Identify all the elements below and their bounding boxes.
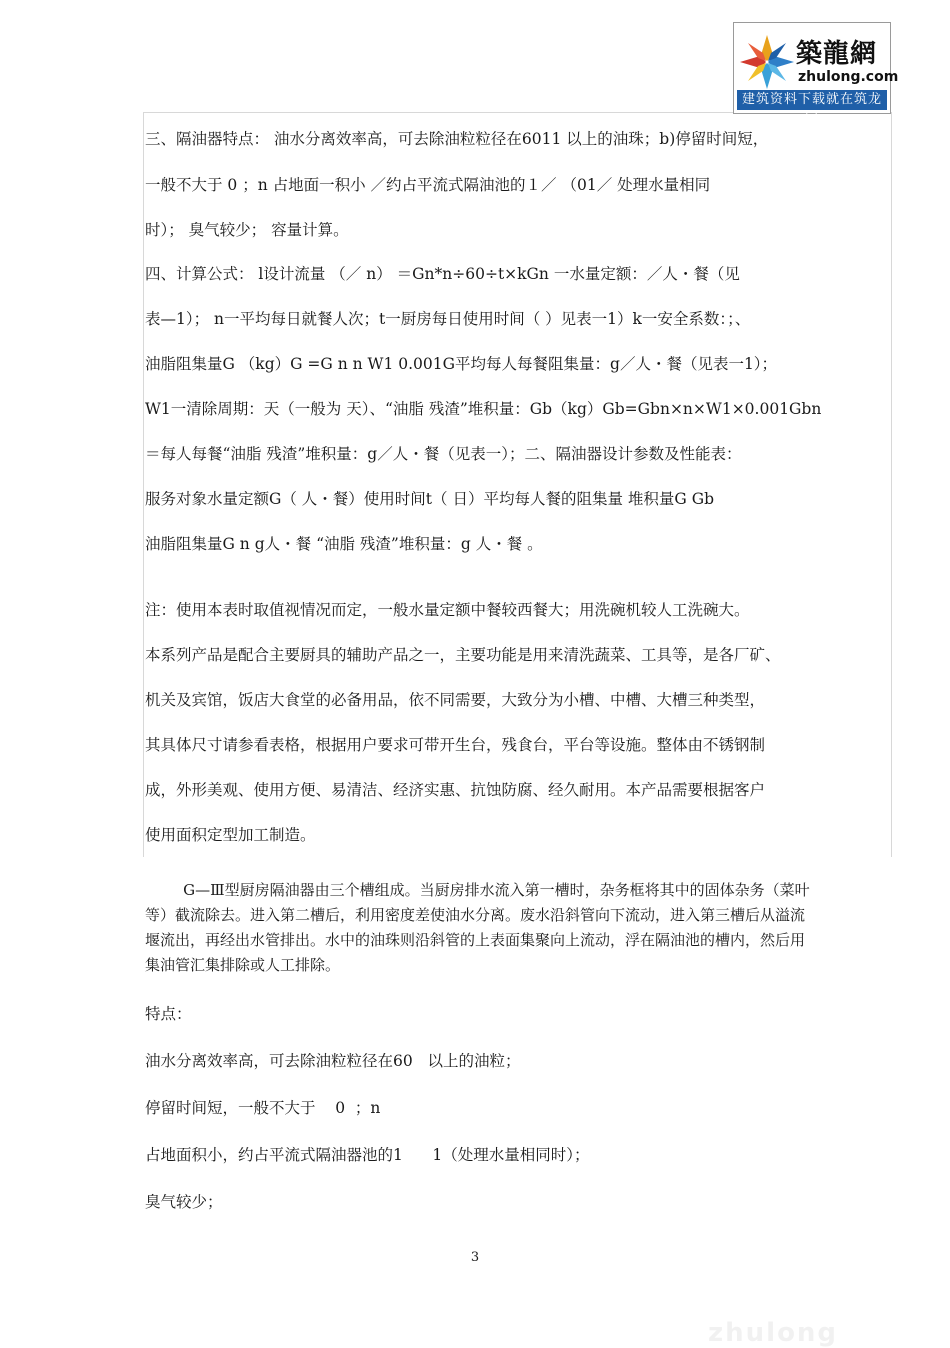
description-paragraph: G—Ⅲ型厨房隔油器由三个槽组成。当厨房排水流入第一槽时，杂务框将其中的固体杂务（菜叶等）截流除去。进入第二槽后，利用密度差使油水分离。废水沿斜管向下流动，进入第三槽后从溢流堰流出，再经出水管排出。水中的油珠则沿斜管的上表面集聚向上流动，浮在隔油池的槽内，然后用集油管汇集排除或人工排除。 bbox=[145, 881, 810, 974]
feature-item: 占地面积小，约占平流式隔油器池的1 1（处理水量相同时）； bbox=[145, 1146, 590, 1164]
frame-top-border bbox=[143, 112, 733, 113]
text-line: 使用面积定型加工制造。 bbox=[145, 826, 316, 844]
text-line: 表—1）； n一平均每日就餐人次；t一厨房每日使用时间（ ）见表一1）k一安全系数：；、 bbox=[145, 310, 751, 328]
frame-left-border bbox=[143, 112, 144, 857]
text-line: ＝每人每餐“油脂 残渣”堆积量：g／人・餐（见表一）；二、隔油器设计参数及性能表： bbox=[145, 445, 742, 463]
logo-domain: zhulong.com bbox=[798, 69, 899, 85]
feature-item: 臭气较少； bbox=[145, 1193, 223, 1211]
text-line: 其具体尺寸请参看表格，根据用户要求可带开生台，残食台，平台等设施。整体由不锈钢制 bbox=[145, 736, 766, 754]
feature-item: 油水分离效率高，可去除油粒粒径在60 以上的油粒； bbox=[145, 1052, 521, 1070]
zhulong-logo bbox=[733, 22, 899, 127]
text-line: 油脂阻集量G n g人・餐 “油脂 残渣”堆积量：g 人・餐 。 bbox=[145, 535, 543, 553]
text-line: 油脂阻集量G （kg）G =G n n W1 0.001G平均每人每餐阻集量：g／人・餐（见表一1）； bbox=[145, 355, 778, 373]
features-heading: 特点： bbox=[145, 1005, 192, 1023]
zhulong-flower-icon bbox=[738, 33, 796, 91]
logo-slogan: 建筑资料下载就在筑龙网 bbox=[737, 90, 887, 110]
text-line: 机关及宾馆，饭店大食堂的必备用品，依不同需要，大致分为小槽、中槽、大槽三种类型， bbox=[145, 691, 766, 709]
page-number: 3 bbox=[470, 1250, 480, 1265]
text-line: 成，外形美观、使用方便、易清洁、经济实惠、抗蚀防腐、经久耐用。本产品需要根据客户 bbox=[145, 781, 766, 799]
watermark: zhulong bbox=[708, 1318, 839, 1348]
text-line: 服务对象水量定额G（ 人・餐）使用时间t（ 日）平均每人餐的阻集量 堆积量G Gb bbox=[145, 490, 715, 508]
feature-item: 停留时间短，一般不大于 0 ；n bbox=[145, 1099, 381, 1117]
text-line: W1一清除周期：天（一般为 天）、“油脂 残渣”堆积量：Gb（kg）Gb=Gbn×n×W1×0.001Gbn bbox=[145, 400, 822, 418]
text-line: 四、计算公式： l设计流量 （／ n） ＝Gn*n÷60÷t×kGn 一水量定额：／人・餐（见 bbox=[145, 265, 740, 283]
text-line: 三、隔油器特点： 油水分离效率高，可去除油粒粒径在6011 以上的油珠；b)停留时间短， bbox=[145, 130, 769, 148]
text-line: 时）； 臭气较少； 容量计算。 bbox=[145, 221, 349, 239]
text-line: 注：使用本表时取值视情况而定，一般水量定额中餐较西餐大；用洗碗机较人工洗碗大。 bbox=[145, 601, 750, 619]
logo-chinese-name: 築龍網 bbox=[796, 39, 878, 69]
text-line: 本系列产品是配合主要厨具的辅助产品之一，主要功能是用来清洗蔬菜、工具等，是各厂矿、 bbox=[145, 646, 781, 664]
frame-right-border bbox=[891, 112, 892, 857]
text-line: 一般不大于 0 ；n 占地面一积小 ／约占平流式隔油池的１／ （01／ 处理水量相同 bbox=[145, 176, 711, 194]
